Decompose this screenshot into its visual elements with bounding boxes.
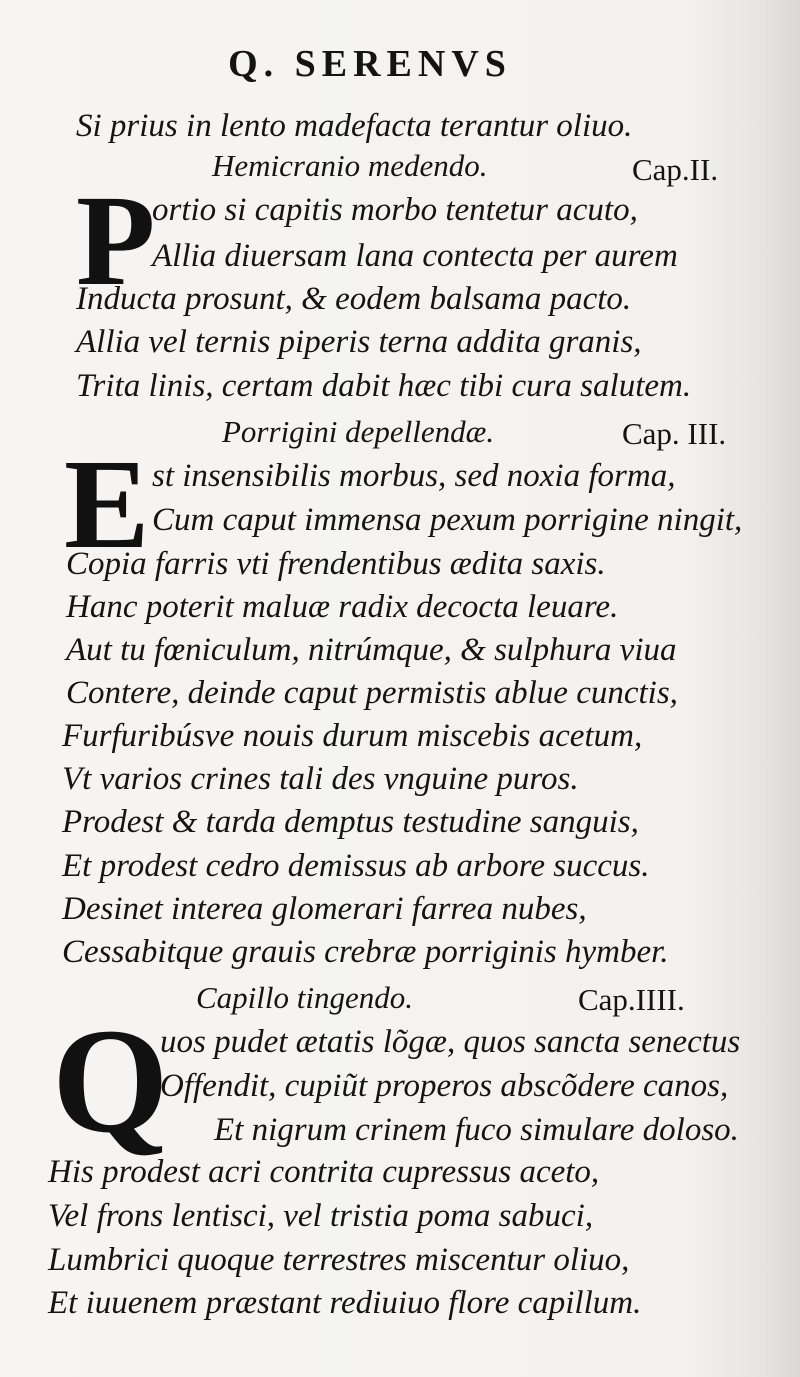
text-line: Aut tu fœniculum, nitrúmque, & sulphura viua <box>66 632 677 668</box>
text-line: Et prodest cedro demissus ab arbore succus. <box>62 848 650 884</box>
text-line: Allia diuersam lana contecta per aurem <box>152 238 678 274</box>
text-line: Et iuuenem præstant rediuiuo flore capillum. <box>48 1285 642 1321</box>
section-heading: Porrigini depellendæ. <box>222 414 495 449</box>
text-line: Prodest & tarda demptus testudine sanguis, <box>62 804 639 840</box>
text-line: Cessabitque grauis crebræ porriginis hymber. <box>62 934 669 970</box>
text-line: Contere, deinde caput permistis ablue cunctis, <box>66 675 678 711</box>
running-head: Q. SERENVS <box>228 43 512 85</box>
text-line: Desinet interea glomerari farrea nubes, <box>62 891 587 927</box>
text-line: Offendit, cupiũt properos abscõdere canos, <box>160 1068 729 1104</box>
text-line: Furfuribúsve nouis durum miscebis acetum, <box>62 718 643 754</box>
text-line: Cum caput immensa pexum porrigine ningit, <box>152 502 743 538</box>
text-line: Inducta prosunt, & eodem balsama pacto. <box>76 281 632 317</box>
section-heading: Hemicranio medendo. <box>212 148 488 183</box>
text-line: Trita linis, certam dabit hæc tibi cura salutem. <box>76 368 692 404</box>
text-line: His prodest acri contrita cupressus aceto, <box>48 1154 600 1190</box>
text-line: Si prius in lento madefacta terantur oliuo. <box>76 108 633 144</box>
section-heading: Capillo tingendo. <box>196 980 413 1015</box>
text-line: Lumbrici quoque terrestres miscentur oliuo, <box>48 1242 630 1278</box>
chapter-number: Cap. III. <box>622 416 727 451</box>
text-line: st insensibilis morbus, sed noxia forma, <box>152 458 676 494</box>
text-line: Allia vel ternis piperis terna addita granis, <box>76 324 642 360</box>
text-line: uos pudet ætatis lõgæ, quos sancta senectus <box>160 1024 741 1060</box>
chapter-number: Cap.IIII. <box>578 982 685 1017</box>
drop-cap-initial: Q <box>52 998 169 1164</box>
chapter-number: Cap.II. <box>632 152 719 187</box>
text-line: Hanc poterit maluæ radix decocta leuare. <box>66 589 619 625</box>
drop-cap-initial: E <box>64 433 150 575</box>
text-line: Vt varios crines tali des vnguine puros. <box>62 761 579 797</box>
text-line: Copia farris vti frendentibus ædita saxis. <box>66 546 606 582</box>
text-line: Vel frons lentisci, vel tristia poma sabuci, <box>48 1198 594 1234</box>
text-line: Et nigrum crinem fuco simulare doloso. <box>214 1112 739 1148</box>
drop-cap-initial: P <box>76 169 156 313</box>
text-line: ortio si capitis morbo tentetur acuto, <box>152 192 638 228</box>
